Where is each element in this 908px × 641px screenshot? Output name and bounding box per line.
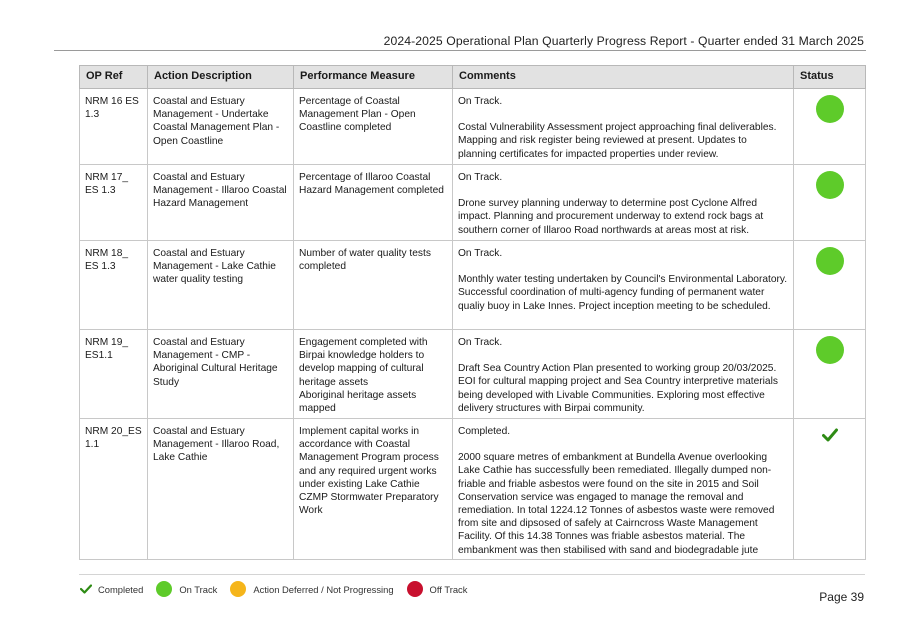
comments-cell bbox=[453, 330, 794, 419]
on-track-status-icon bbox=[816, 247, 844, 275]
comment-status-text: On Track. bbox=[458, 248, 503, 259]
legend-item-deferred bbox=[230, 581, 393, 597]
comment-detail-text: Draft Sea Country Action Plan presented to working group 20/03/2025. EOI for cultural mapping project and Sea Country interpretive materials being developed with Livable Communities. Exploring most effective delivery structures with Birpai community. bbox=[458, 363, 778, 414]
legend-label: Off Track bbox=[429, 583, 468, 595]
comment-detail-text: Monthly water testing undertaken by Council's Environmental Laboratory. Successful coordination of multi-agency funding of permanent water qualiy buoy in Lake Innes. Project inception meeting to be scheduled. bbox=[458, 274, 788, 312]
check-icon bbox=[80, 584, 92, 594]
table-row bbox=[80, 241, 866, 330]
col-header-comments: Comments bbox=[453, 66, 794, 89]
status-cell bbox=[794, 241, 866, 330]
report-title: 2024-2025 Operational Plan Quarterly Progress Report - Quarter ended 31 March 2025 bbox=[383, 34, 864, 48]
measure-text: Implement capital works in accordance with Coastal Management Program process and any required urgent works under existing Lake Cathie CZMP Stormwater Preparatory Work bbox=[299, 426, 439, 517]
table-row bbox=[80, 89, 866, 165]
comment-status-text: On Track. bbox=[458, 96, 503, 107]
col-header-action: Action Description bbox=[148, 66, 294, 89]
comments-cell bbox=[453, 419, 794, 560]
op-ref-cell: NRM 16 ES 1.3 bbox=[80, 89, 148, 165]
action-cell: Coastal and Estuary Management - Illaroo Coastal Hazard Management bbox=[148, 165, 294, 241]
table-row bbox=[80, 330, 866, 419]
legend-item-off-track bbox=[407, 581, 468, 597]
progress-table bbox=[79, 65, 866, 560]
status-cell bbox=[794, 165, 866, 241]
measure-cell bbox=[294, 241, 453, 330]
on-track-status-icon bbox=[816, 336, 844, 364]
status-cell bbox=[794, 330, 866, 419]
comments-cell bbox=[453, 241, 794, 330]
status-cell bbox=[794, 419, 866, 560]
table-header-row bbox=[80, 66, 866, 89]
measure-text: Engagement completed with Birpai knowledge holders to develop mapping of cultural heritage assets bbox=[299, 337, 428, 388]
measure-text: Number of water quality tests completed bbox=[299, 248, 431, 273]
header-divider bbox=[54, 50, 866, 51]
legend-item-on-track bbox=[156, 581, 217, 597]
col-header-measure: Performance Measure bbox=[294, 66, 453, 89]
green-circle-icon bbox=[156, 581, 172, 597]
comment-detail-text: Drone survey planning underway to determine post Cyclone Alfred impact. Planning and procurement underway to extend rock bags at southern corner of Illaroo Road northwards at areas most at risk. bbox=[458, 198, 764, 236]
comments-cell bbox=[453, 89, 794, 165]
red-circle-icon bbox=[407, 581, 423, 597]
comment-status-text: Completed. bbox=[458, 426, 511, 437]
comment-status-text: On Track. bbox=[458, 337, 503, 348]
amber-circle-icon bbox=[230, 581, 246, 597]
action-cell: Coastal and Estuary Management - Illaroo Road, Lake Cathie bbox=[148, 419, 294, 560]
action-cell: Coastal and Estuary Management - Lake Cathie water quality testing bbox=[148, 241, 294, 330]
status-cell bbox=[794, 89, 866, 165]
comment-detail-text: 2000 square metres of embankment at Bundella Avenue overlooking Lake Cathie has successfully been remediated. Illegally dumped non-friable and friable asbestos were found on the site in 2015 and Soil Conservation service was engaged to manage the removal and remediation. In total 1224.12 Tonnes of asbestos waste were removed from site and dipsosed of safely at Cairncross Waste Management Facility. Of this 14.38 Tonnes was friable asbestos material. The embankment was then stabilised with sand and biodegradable jute bbox=[458, 452, 775, 556]
table-row bbox=[80, 419, 866, 560]
col-header-status: Status bbox=[794, 66, 866, 89]
comment-detail-text: Costal Vulnerability Assessment project approaching final deliverables. Mapping and risk register being reviewed at present. Updates to planning certificates for impacted properties under review. bbox=[458, 122, 777, 160]
col-header-op-ref: OP Ref bbox=[80, 66, 148, 89]
comment-status-text: On Track. bbox=[458, 172, 503, 183]
legend-label: Action Deferred / Not Progressing bbox=[253, 583, 394, 595]
status-legend bbox=[80, 580, 480, 598]
legend-label: Completed bbox=[98, 583, 144, 595]
measure-text: Aboriginal heritage assets mapped bbox=[299, 389, 417, 415]
action-cell: Coastal and Estuary Management - Undertake Coastal Management Plan - Open Coastline bbox=[148, 89, 294, 165]
legend-divider bbox=[79, 574, 865, 575]
measure-text: Percentage of Coastal Management Plan - Open Coastline completed bbox=[299, 96, 416, 134]
measure-text: Percentage of Illaroo Coastal Hazard Management completed bbox=[299, 172, 444, 197]
measure-cell bbox=[294, 165, 453, 241]
measure-cell bbox=[294, 89, 453, 165]
on-track-status-icon bbox=[816, 95, 844, 123]
legend-item-completed bbox=[80, 584, 143, 595]
action-cell: Coastal and Estuary Management - CMP - Aboriginal Cultural Heritage Study bbox=[148, 330, 294, 419]
op-ref-cell: NRM 18_ ES 1.3 bbox=[80, 241, 148, 330]
op-ref-cell: NRM 17_ ES 1.3 bbox=[80, 165, 148, 241]
comments-cell bbox=[453, 165, 794, 241]
measure-cell bbox=[294, 419, 453, 560]
table-row bbox=[80, 165, 866, 241]
completed-check-icon bbox=[822, 428, 838, 446]
op-ref-cell: NRM 19_ ES1.1 bbox=[80, 330, 148, 419]
measure-cell bbox=[294, 330, 453, 419]
on-track-status-icon bbox=[816, 171, 844, 199]
legend-label: On Track bbox=[179, 583, 218, 595]
page-number: Page 39 bbox=[819, 590, 864, 604]
op-ref-cell: NRM 20_ES 1.1 bbox=[80, 419, 148, 560]
